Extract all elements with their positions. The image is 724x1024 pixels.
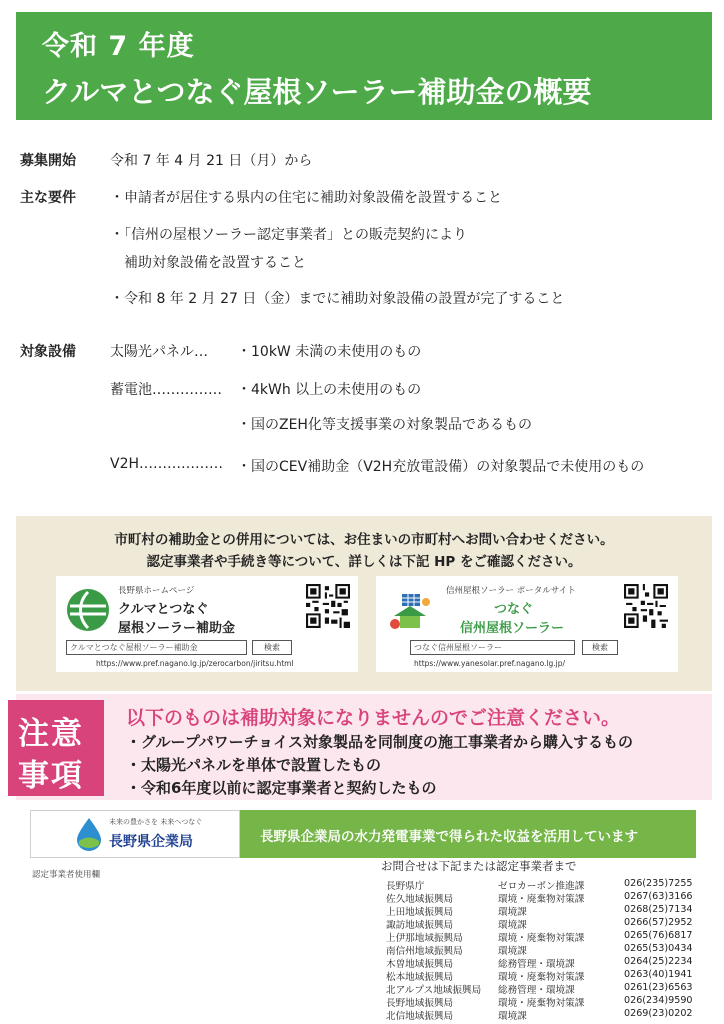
enterprise-message: 長野県企業局の水力発電事業で得られた収益を活用しています <box>260 829 638 845</box>
page-title: クルマとつなぐ屋根ソーラー補助金の概要 <box>42 75 592 109</box>
card-title: 屋根ソーラー補助金 <box>118 621 236 636</box>
info-line: 認定事業者や手続き等について、詳しくは下記 HP をご確認ください。 <box>146 554 582 570</box>
enterprise-name: 長野県企業局 <box>109 834 193 850</box>
requirement-item: ・令和 8 年 2 月 27 日（金）までに補助対象設備の設置が完了すること <box>110 291 565 307</box>
portal-card[interactable] <box>376 576 678 672</box>
dealer-use-field: 認定事業者使用欄 <box>32 870 101 880</box>
enterprise-logo-area <box>30 810 240 858</box>
qr-code-icon <box>624 584 668 628</box>
card-title: クルマとつなぐ <box>118 602 209 617</box>
requirement-item: ・「信州の屋根ソーラー認定事業者」との販売契約により <box>110 227 467 243</box>
pref-hp-card[interactable] <box>56 576 358 672</box>
v2h-desc: ・国のCEV補助金（V2H充放電設備）の対象製品で未使用のもの <box>237 459 645 475</box>
caution-tag <box>8 700 104 796</box>
caution-tag-text: 注意 <box>18 716 84 752</box>
info-line: 市町村の補助金との併用については、お住まいの市町村へお問い合わせください。 <box>114 532 614 548</box>
requirement-item: ・申請者が居住する県内の住宅に補助対象設備を設置すること <box>110 190 502 206</box>
v2h-name: V2H……………… <box>110 456 224 472</box>
card-url[interactable]: https://www.pref.nagano.lg.jp/zerocarbon/jiritsu.html <box>96 659 294 668</box>
nagano-pref-logo-icon <box>66 588 110 632</box>
card-url[interactable]: https://www.yanesolar.pref.nagano.lg.jp/ <box>414 659 566 668</box>
caution-heading: 以下のものは補助対象になりませんのでご注意ください。 <box>126 707 621 729</box>
recruitment-label: 募集開始 <box>20 153 76 169</box>
caution-tag-text: 事項 <box>18 758 84 794</box>
card-title: 信州屋根ソーラー <box>460 621 565 636</box>
search-button[interactable]: 検索 <box>582 640 618 655</box>
caution-item: ・令和6年度以前に認定事業者と契約したもの <box>126 779 437 797</box>
requirements-label: 主な要件 <box>20 190 76 206</box>
caution-item: ・グループパワーチョイス対象製品を同制度の施工事業者から購入するもの <box>126 733 634 751</box>
search-input[interactable]: つなぐ信州屋根ソーラー <box>410 640 575 655</box>
search-input[interactable]: クルマとつなぐ屋根ソーラー補助金 <box>66 640 247 655</box>
recruitment-date: 令和 7 年 4 月 21 日（月）から <box>110 153 313 169</box>
info-box <box>16 516 712 691</box>
title-year: 令和 7 年度 <box>42 31 195 62</box>
title-banner <box>16 12 712 120</box>
solar-panel-name: 太陽光パネル… <box>110 344 208 360</box>
card-source: 長野県ホームページ <box>118 586 195 596</box>
caution-item: ・太陽光パネルを単体で設置したもの <box>126 756 382 774</box>
battery-name: 蓄電池…………… <box>110 382 222 398</box>
water-drop-logo-icon <box>75 817 103 851</box>
requirement-item-cont: 補助対象設備を設置すること <box>124 255 306 271</box>
enterprise-banner <box>30 810 696 858</box>
equipment-label: 対象設備 <box>20 344 76 360</box>
card-title: つなぐ <box>494 602 534 617</box>
enterprise-tagline: 未来の豊かさを 未来へつなぐ <box>109 818 203 826</box>
battery-desc: ・国のZEH化等支援事業の対象製品であるもの <box>237 417 532 433</box>
solar-panel-desc: ・10kW 未満の未使用のもの <box>237 344 422 360</box>
card-source: 信州屋根ソーラー ポータルサイト <box>446 586 576 596</box>
contacts-header: お問合せは下記または認定事業者まで <box>381 859 577 873</box>
qr-code-icon <box>306 584 350 628</box>
house-solar-icon <box>388 588 432 632</box>
battery-desc: ・4kWh 以上の未使用のもの <box>237 382 422 398</box>
search-button[interactable]: 検索 <box>252 640 292 655</box>
